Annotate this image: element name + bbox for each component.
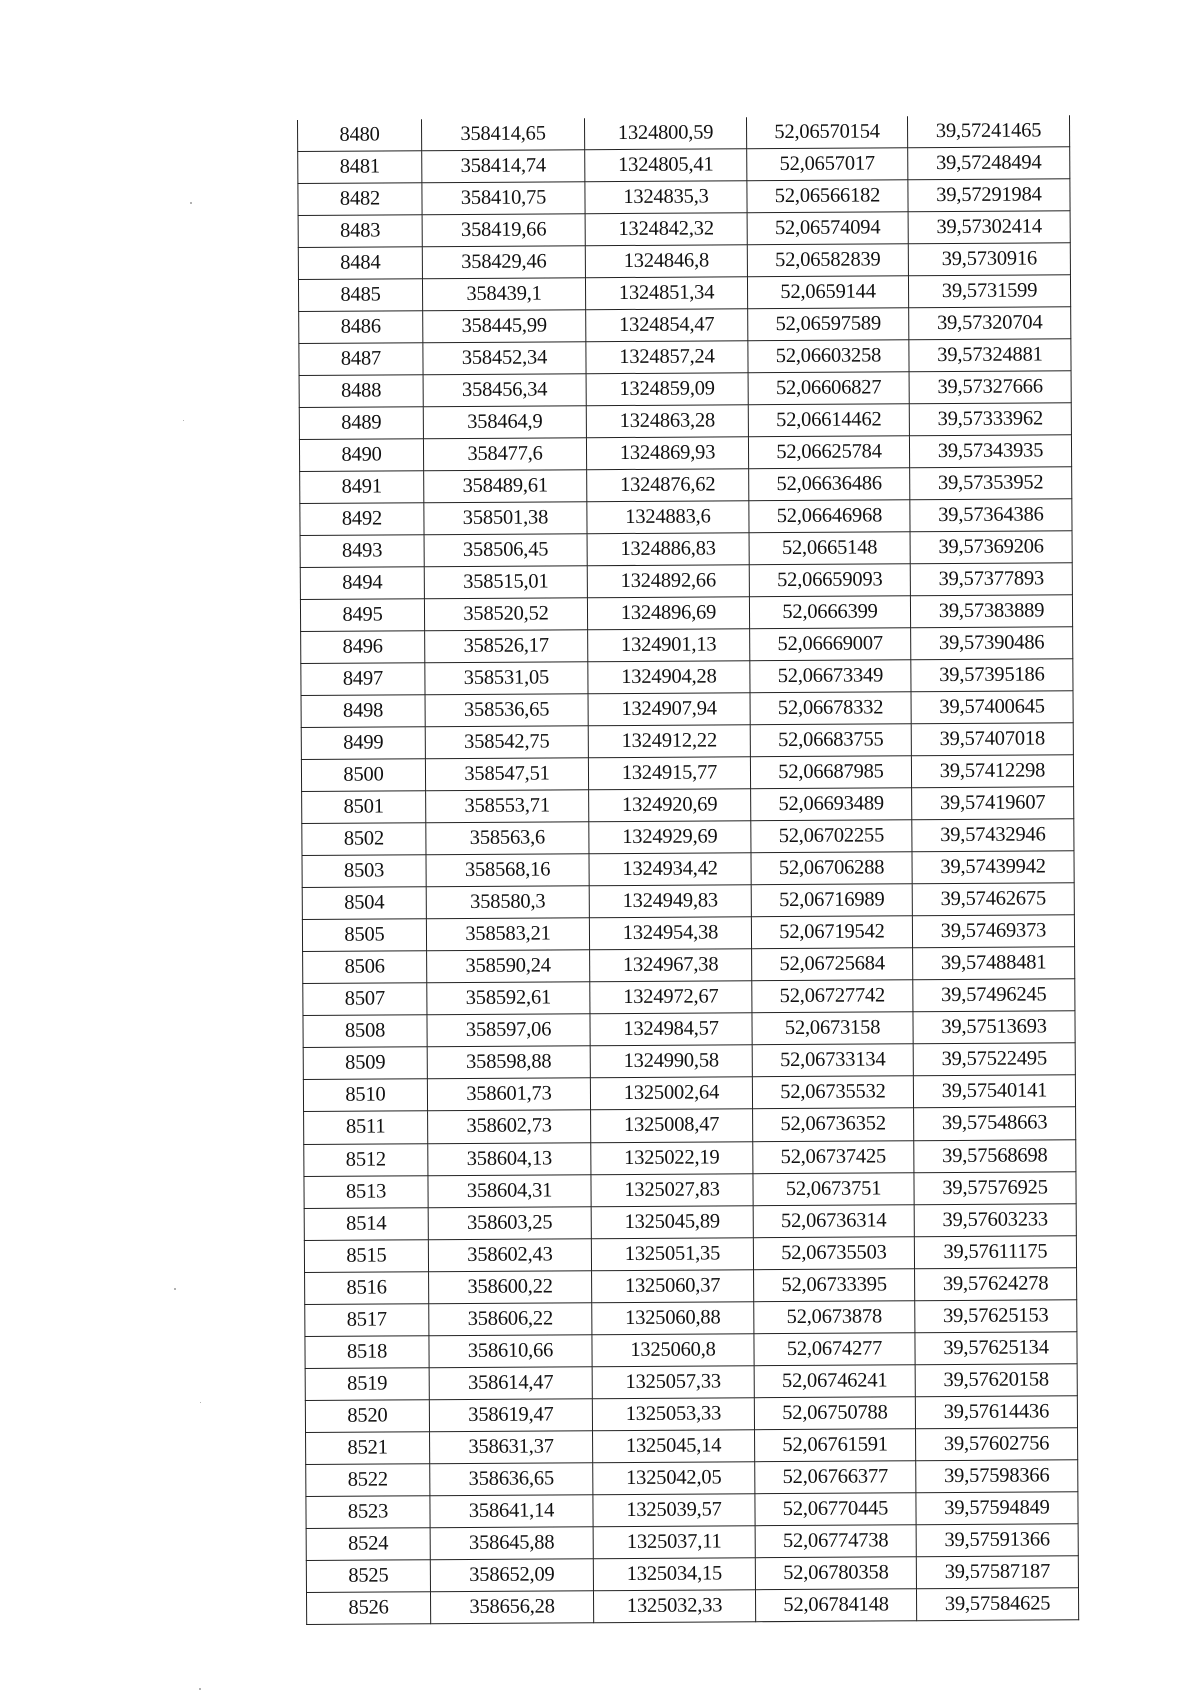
x-coordinate-cell: 358456,34 [423, 374, 586, 407]
y-coordinate-cell: 1325022,19 [591, 1141, 753, 1174]
table-row [298, 179, 1070, 216]
latitude-cell: 52,06725684 [752, 948, 913, 981]
point-number-cell: 8480 [298, 119, 422, 151]
table-row [305, 1363, 1077, 1400]
table-row [302, 787, 1074, 824]
longitude-cell: 39,57412298 [911, 755, 1073, 788]
table-row [305, 1331, 1077, 1368]
point-number-cell: 8512 [304, 1143, 428, 1176]
latitude-cell: 52,06780358 [755, 1556, 916, 1589]
table-row [304, 1139, 1076, 1176]
x-coordinate-cell: 358631,37 [430, 1430, 593, 1463]
latitude-cell: 52,06735532 [752, 1076, 913, 1109]
longitude-cell: 39,57439942 [912, 851, 1074, 884]
y-coordinate-cell: 1325045,14 [593, 1429, 755, 1462]
x-coordinate-cell: 358410,75 [422, 182, 585, 215]
point-number-cell: 8503 [302, 855, 426, 888]
point-number-cell: 8495 [300, 599, 424, 632]
latitude-cell: 52,06683755 [750, 724, 911, 757]
point-number-cell: 8494 [300, 567, 424, 600]
x-coordinate-cell: 358614,47 [429, 1366, 592, 1399]
point-number-cell: 8524 [306, 1527, 430, 1560]
x-coordinate-cell: 358604,13 [428, 1142, 591, 1175]
longitude-cell: 39,57488481 [913, 947, 1075, 980]
longitude-cell: 39,57611175 [914, 1235, 1076, 1268]
y-coordinate-cell: 1324954,38 [589, 917, 751, 950]
x-coordinate-cell: 358598,88 [427, 1046, 590, 1079]
scan-speck [199, 1688, 201, 1690]
y-coordinate-cell: 1324929,69 [589, 821, 751, 854]
point-number-cell: 8490 [299, 439, 423, 472]
y-coordinate-cell: 1324857,24 [586, 341, 748, 374]
x-coordinate-cell: 358553,71 [426, 790, 589, 823]
latitude-cell: 52,06770445 [755, 1492, 916, 1525]
point-number-cell: 8502 [302, 823, 426, 856]
point-number-cell: 8492 [300, 503, 424, 536]
longitude-cell: 39,57241465 [907, 115, 1069, 148]
x-coordinate-cell: 358641,14 [430, 1494, 593, 1527]
x-coordinate-cell: 358439,1 [422, 278, 585, 311]
longitude-cell: 39,57625134 [915, 1331, 1077, 1364]
table-row [298, 275, 1070, 312]
x-coordinate-cell: 358526,17 [425, 630, 588, 663]
latitude-cell: 52,06736352 [753, 1108, 914, 1141]
y-coordinate-cell: 1324920,69 [589, 789, 751, 822]
table-row [301, 659, 1073, 696]
y-coordinate-cell: 1324892,66 [587, 565, 749, 598]
longitude-cell: 39,57513693 [913, 1011, 1075, 1044]
point-number-cell: 8520 [305, 1399, 429, 1432]
y-coordinate-cell: 1325060,88 [592, 1301, 754, 1334]
longitude-cell: 39,57620158 [915, 1363, 1077, 1396]
y-coordinate-cell: 1324912,22 [588, 725, 750, 758]
x-coordinate-cell: 358619,47 [429, 1398, 592, 1431]
longitude-cell: 39,57333962 [909, 403, 1071, 436]
point-number-cell: 8526 [306, 1591, 430, 1624]
x-coordinate-cell: 358414,74 [422, 150, 585, 183]
x-coordinate-cell: 358602,73 [428, 1110, 591, 1143]
y-coordinate-cell: 1324883,6 [587, 501, 749, 534]
longitude-cell: 39,57614436 [915, 1395, 1077, 1428]
table-row [300, 595, 1072, 632]
table-row [306, 1523, 1078, 1560]
x-coordinate-cell: 358547,51 [425, 758, 588, 791]
longitude-cell: 39,57591366 [916, 1523, 1078, 1556]
y-coordinate-cell: 1324859,09 [586, 373, 748, 406]
longitude-cell: 39,5731599 [908, 275, 1070, 308]
point-number-cell: 8481 [298, 151, 422, 184]
x-coordinate-cell: 358583,21 [426, 918, 589, 951]
y-coordinate-cell: 1325002,64 [590, 1077, 752, 1110]
y-coordinate-cell: 1324876,62 [587, 469, 749, 502]
y-coordinate-cell: 1325034,15 [593, 1557, 755, 1590]
longitude-cell: 39,57302414 [908, 211, 1070, 244]
y-coordinate-cell: 1325042,05 [593, 1461, 755, 1494]
table-row [306, 1587, 1078, 1624]
longitude-cell: 39,57548663 [914, 1107, 1076, 1140]
x-coordinate-cell: 358452,34 [423, 342, 586, 375]
x-coordinate-cell: 358600,22 [429, 1270, 592, 1303]
table-row [299, 307, 1071, 344]
longitude-cell: 39,5730916 [908, 243, 1070, 276]
y-coordinate-cell: 1325057,33 [592, 1365, 754, 1398]
latitude-cell: 52,06784148 [755, 1588, 916, 1621]
point-number-cell: 8522 [306, 1463, 430, 1496]
longitude-cell: 39,57603233 [914, 1203, 1076, 1236]
longitude-cell: 39,57587187 [916, 1555, 1078, 1588]
x-coordinate-cell: 358580,3 [426, 886, 589, 919]
latitude-cell: 52,06746241 [754, 1364, 915, 1397]
point-number-cell: 8484 [298, 247, 422, 280]
y-coordinate-cell: 1324851,34 [585, 277, 747, 310]
latitude-cell: 52,06733395 [754, 1268, 915, 1301]
y-coordinate-cell: 1324972,67 [590, 981, 752, 1014]
x-coordinate-cell: 358429,46 [422, 246, 585, 279]
latitude-cell: 52,0673158 [752, 1012, 913, 1045]
table-row [298, 147, 1070, 184]
latitude-cell: 52,06687985 [750, 756, 911, 789]
point-number-cell: 8491 [300, 471, 424, 504]
table-row [303, 979, 1075, 1016]
table-row [304, 1235, 1076, 1272]
x-coordinate-cell: 358445,99 [423, 310, 586, 343]
latitude-cell: 52,06646968 [749, 500, 910, 533]
point-number-cell: 8493 [300, 535, 424, 568]
latitude-cell: 52,06719542 [751, 916, 912, 949]
table-row [302, 851, 1074, 888]
latitude-cell: 52,0674277 [754, 1332, 915, 1365]
x-coordinate-cell: 358531,05 [425, 662, 588, 695]
point-number-cell: 8506 [303, 951, 427, 984]
point-number-cell: 8485 [298, 279, 422, 312]
x-coordinate-cell: 358489,61 [424, 470, 587, 503]
y-coordinate-cell: 1325060,37 [592, 1269, 754, 1302]
x-coordinate-cell: 358597,06 [427, 1014, 590, 1047]
x-coordinate-cell: 358563,6 [426, 822, 589, 855]
point-number-cell: 8510 [303, 1079, 427, 1112]
point-number-cell: 8516 [305, 1271, 429, 1304]
point-number-cell: 8509 [303, 1047, 427, 1080]
x-coordinate-cell: 358536,65 [425, 694, 588, 727]
latitude-cell: 52,06693489 [751, 788, 912, 821]
table-row [302, 915, 1074, 952]
longitude-cell: 39,57432946 [912, 819, 1074, 852]
y-coordinate-cell: 1325039,57 [593, 1493, 755, 1526]
point-number-cell: 8499 [301, 727, 425, 760]
longitude-cell: 39,57390486 [911, 627, 1073, 660]
y-coordinate-cell: 1325053,33 [592, 1397, 754, 1430]
latitude-cell: 52,06727742 [752, 980, 913, 1013]
point-number-cell: 8505 [302, 919, 426, 952]
point-number-cell: 8501 [302, 791, 426, 824]
y-coordinate-cell: 1324800,59 [584, 117, 746, 150]
latitude-cell: 52,06716989 [751, 884, 912, 917]
table-row [301, 755, 1073, 792]
longitude-cell: 39,57625153 [915, 1299, 1077, 1332]
table-row [298, 211, 1070, 248]
latitude-cell: 52,06566182 [747, 180, 908, 213]
table-row [299, 371, 1071, 408]
point-number-cell: 8500 [301, 759, 425, 792]
point-number-cell: 8496 [301, 631, 425, 664]
x-coordinate-cell: 358542,75 [425, 726, 588, 759]
latitude-cell: 52,06582839 [747, 244, 908, 277]
latitude-cell: 52,0673878 [754, 1300, 915, 1333]
table-row [303, 947, 1075, 984]
point-number-cell: 8523 [306, 1495, 430, 1528]
table-row [298, 243, 1070, 280]
longitude-cell: 39,57407018 [911, 723, 1073, 756]
coordinates-table [297, 115, 1079, 1624]
latitude-cell: 52,06606827 [748, 372, 909, 405]
table-row [300, 499, 1072, 536]
latitude-cell: 52,06736314 [753, 1204, 914, 1237]
longitude-cell: 39,57320704 [909, 307, 1071, 340]
y-coordinate-cell: 1324907,94 [588, 693, 750, 726]
longitude-cell: 39,57496245 [913, 979, 1075, 1012]
latitude-cell: 52,06737425 [753, 1140, 914, 1173]
y-coordinate-cell: 1324896,69 [587, 597, 749, 630]
y-coordinate-cell: 1324990,58 [590, 1045, 752, 1078]
x-coordinate-cell: 358515,01 [424, 566, 587, 599]
y-coordinate-cell: 1324886,83 [587, 533, 749, 566]
longitude-cell: 39,57598366 [916, 1459, 1078, 1492]
scan-speck [183, 420, 184, 421]
point-number-cell: 8504 [302, 887, 426, 920]
longitude-cell: 39,57540141 [913, 1075, 1075, 1108]
latitude-cell: 52,06597589 [748, 308, 909, 341]
longitude-cell: 39,57624278 [915, 1267, 1077, 1300]
x-coordinate-cell: 358414,65 [421, 118, 584, 151]
y-coordinate-cell: 1325045,89 [591, 1205, 753, 1238]
point-number-cell: 8525 [306, 1559, 430, 1592]
y-coordinate-cell: 1324835,3 [585, 181, 747, 214]
longitude-cell: 39,57324881 [909, 339, 1071, 372]
y-coordinate-cell: 1324863,28 [586, 405, 748, 438]
latitude-cell: 52,0657017 [747, 148, 908, 181]
scan-speck [200, 1402, 201, 1403]
table-row [306, 1459, 1078, 1496]
table-row [305, 1395, 1077, 1432]
scan-speck [190, 202, 192, 204]
y-coordinate-cell: 1324805,41 [585, 149, 747, 182]
x-coordinate-cell: 358592,61 [427, 982, 590, 1015]
y-coordinate-cell: 1324934,42 [589, 853, 751, 886]
table-row [302, 819, 1074, 856]
table-row [304, 1107, 1076, 1144]
y-coordinate-cell: 1325037,11 [593, 1525, 755, 1558]
x-coordinate-cell: 358506,45 [424, 534, 587, 567]
x-coordinate-cell: 358477,6 [423, 438, 586, 471]
latitude-cell: 52,06733134 [752, 1044, 913, 1077]
table-row [302, 883, 1074, 920]
longitude-cell: 39,57395186 [911, 659, 1073, 692]
scan-speck [174, 1288, 176, 1290]
table-row [300, 531, 1072, 568]
latitude-cell: 52,06702255 [751, 820, 912, 853]
y-coordinate-cell: 1324967,38 [590, 949, 752, 982]
x-coordinate-cell: 358610,66 [429, 1334, 592, 1367]
y-coordinate-cell: 1324846,8 [585, 245, 747, 278]
latitude-cell: 52,06570154 [746, 116, 907, 148]
table-row [299, 339, 1071, 376]
longitude-cell: 39,57419607 [912, 787, 1074, 820]
point-number-cell: 8498 [301, 695, 425, 728]
y-coordinate-cell: 1324904,28 [588, 661, 750, 694]
point-number-cell: 8514 [304, 1207, 428, 1240]
point-number-cell: 8513 [304, 1175, 428, 1208]
longitude-cell: 39,57469373 [912, 915, 1074, 948]
table-row [305, 1267, 1077, 1304]
x-coordinate-cell: 358601,73 [427, 1078, 590, 1111]
longitude-cell: 39,57291984 [908, 179, 1070, 212]
table-row [306, 1491, 1078, 1528]
x-coordinate-cell: 358652,09 [430, 1558, 593, 1591]
latitude-cell: 52,06678332 [750, 692, 911, 725]
y-coordinate-cell: 1325060,8 [592, 1333, 754, 1366]
y-coordinate-cell: 1324915,77 [588, 757, 750, 790]
point-number-cell: 8487 [299, 343, 423, 376]
x-coordinate-cell: 358520,52 [424, 598, 587, 631]
table-row [305, 1299, 1077, 1336]
longitude-cell: 39,57568698 [914, 1139, 1076, 1172]
longitude-cell: 39,57594849 [916, 1491, 1078, 1524]
x-coordinate-cell: 358606,22 [429, 1302, 592, 1335]
x-coordinate-cell: 358464,9 [423, 406, 586, 439]
longitude-cell: 39,57248494 [908, 147, 1070, 180]
table-row [299, 403, 1071, 440]
x-coordinate-cell: 358501,38 [424, 502, 587, 535]
x-coordinate-cell: 358419,66 [422, 214, 585, 247]
longitude-cell: 39,57353952 [910, 467, 1072, 500]
table-row [301, 627, 1073, 664]
y-coordinate-cell: 1324854,47 [586, 309, 748, 342]
latitude-cell: 52,0665148 [749, 532, 910, 565]
latitude-cell: 52,06735503 [753, 1236, 914, 1269]
x-coordinate-cell: 358656,28 [430, 1590, 593, 1623]
longitude-cell: 39,57369206 [910, 531, 1072, 564]
y-coordinate-cell: 1325051,35 [591, 1237, 753, 1270]
x-coordinate-cell: 358604,31 [428, 1174, 591, 1207]
table-row [301, 723, 1073, 760]
latitude-cell: 52,06625784 [748, 436, 909, 469]
longitude-cell: 39,57343935 [909, 435, 1071, 468]
table-row [303, 1043, 1075, 1080]
longitude-cell: 39,57602756 [916, 1427, 1078, 1460]
y-coordinate-cell: 1324949,83 [589, 885, 751, 918]
longitude-cell: 39,57576925 [914, 1171, 1076, 1204]
latitude-cell: 52,06636486 [749, 468, 910, 501]
table-row [300, 467, 1072, 504]
latitude-cell: 52,06766377 [755, 1460, 916, 1493]
longitude-cell: 39,57400645 [911, 691, 1073, 724]
point-number-cell: 8488 [299, 375, 423, 408]
coordinates-table-body [298, 115, 1079, 1624]
longitude-cell: 39,57377893 [910, 563, 1072, 596]
table-row [304, 1171, 1076, 1208]
x-coordinate-cell: 358645,88 [430, 1526, 593, 1559]
table-row [298, 115, 1070, 151]
point-number-cell: 8519 [305, 1367, 429, 1400]
y-coordinate-cell: 1324842,32 [585, 213, 747, 246]
longitude-cell: 39,57327666 [909, 371, 1071, 404]
point-number-cell: 8515 [304, 1239, 428, 1272]
latitude-cell: 52,0673751 [753, 1172, 914, 1205]
x-coordinate-cell: 358590,24 [427, 950, 590, 983]
y-coordinate-cell: 1325027,83 [591, 1173, 753, 1206]
latitude-cell: 52,06761591 [755, 1428, 916, 1461]
longitude-cell: 39,57364386 [910, 499, 1072, 532]
y-coordinate-cell: 1324869,93 [586, 437, 748, 470]
latitude-cell: 52,06706288 [751, 852, 912, 885]
y-coordinate-cell: 1325008,47 [591, 1109, 753, 1142]
table-row [303, 1011, 1075, 1048]
point-number-cell: 8511 [304, 1111, 428, 1144]
longitude-cell: 39,57383889 [910, 595, 1072, 628]
latitude-cell: 52,06669007 [750, 628, 911, 661]
table-row [304, 1203, 1076, 1240]
latitude-cell: 52,06673349 [750, 660, 911, 693]
latitude-cell: 52,06614462 [748, 404, 909, 437]
y-coordinate-cell: 1324984,57 [590, 1013, 752, 1046]
y-coordinate-cell: 1324901,13 [588, 629, 750, 662]
y-coordinate-cell: 1325032,33 [593, 1589, 755, 1622]
x-coordinate-cell: 358602,43 [428, 1238, 591, 1271]
longitude-cell: 39,57462675 [912, 883, 1074, 916]
point-number-cell: 8489 [299, 407, 423, 440]
table-row [306, 1555, 1078, 1592]
latitude-cell: 52,06774738 [755, 1524, 916, 1557]
table-row [303, 1075, 1075, 1112]
point-number-cell: 8497 [301, 663, 425, 696]
x-coordinate-cell: 358636,65 [430, 1462, 593, 1495]
latitude-cell: 52,06574094 [747, 212, 908, 245]
latitude-cell: 52,06750788 [754, 1396, 915, 1429]
latitude-cell: 52,06659093 [749, 564, 910, 597]
latitude-cell: 52,0666399 [749, 596, 910, 629]
table-row [300, 563, 1072, 600]
longitude-cell: 39,57584625 [916, 1587, 1078, 1620]
point-number-cell: 8483 [298, 215, 422, 248]
latitude-cell: 52,06603258 [748, 340, 909, 373]
latitude-cell: 52,0659144 [747, 276, 908, 309]
table-row [306, 1427, 1078, 1464]
table-row [299, 435, 1071, 472]
longitude-cell: 39,57522495 [913, 1043, 1075, 1076]
point-number-cell: 8508 [303, 1015, 427, 1048]
x-coordinate-cell: 358568,16 [426, 854, 589, 887]
x-coordinate-cell: 358603,25 [428, 1206, 591, 1239]
point-number-cell: 8521 [306, 1431, 430, 1464]
point-number-cell: 8482 [298, 183, 422, 216]
point-number-cell: 8517 [305, 1303, 429, 1336]
point-number-cell: 8518 [305, 1335, 429, 1368]
point-number-cell: 8507 [303, 983, 427, 1016]
table-row [301, 691, 1073, 728]
point-number-cell: 8486 [299, 311, 423, 344]
